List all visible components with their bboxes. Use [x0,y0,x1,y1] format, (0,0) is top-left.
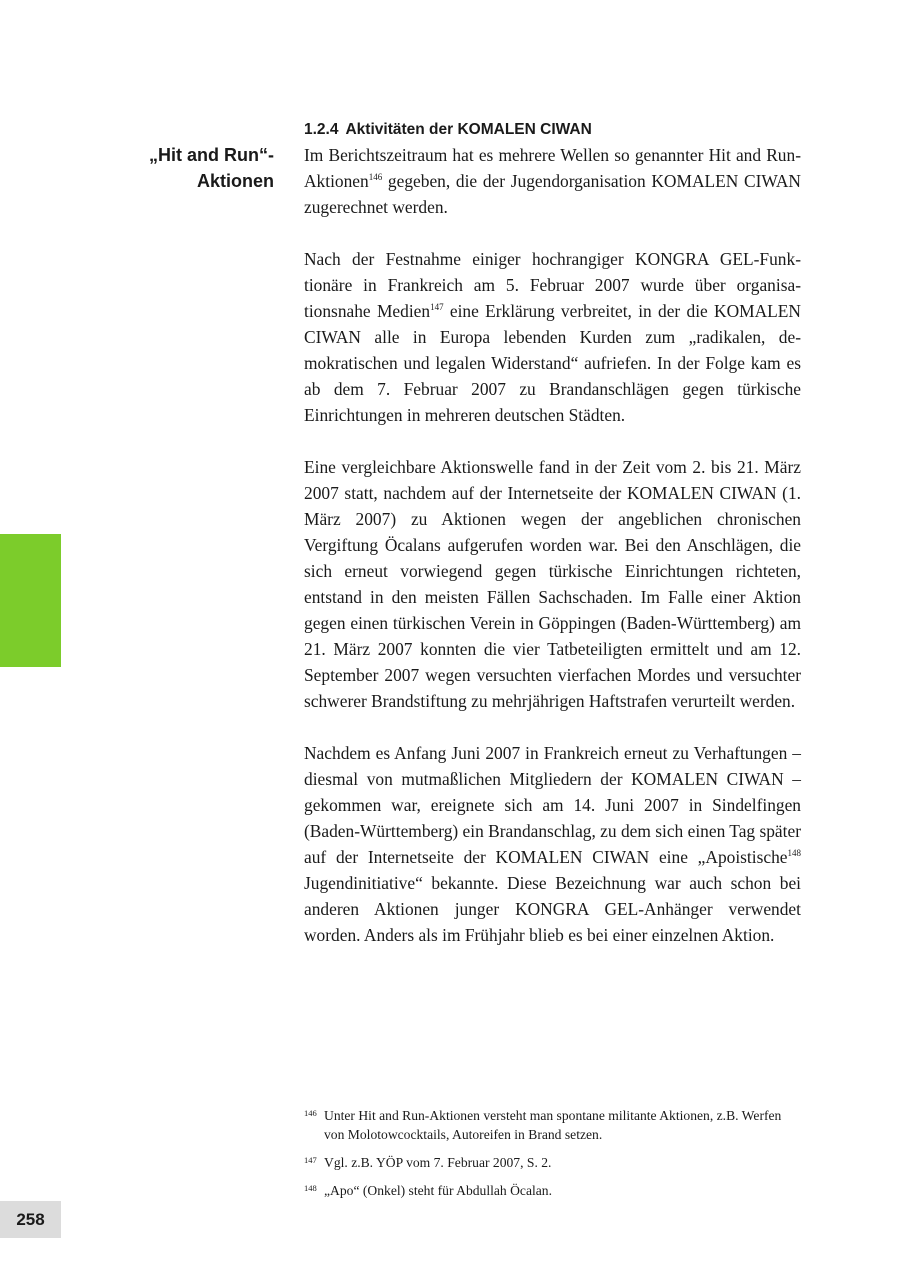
footnote-ref-146[interactable]: 146 [368,172,383,183]
chapter-side-tab [0,534,61,667]
footnote-148 [304,1181,801,1200]
paragraph-2 [304,246,801,428]
paragraph-1-text-b: gegeben, die der Jugendorganisation KOMALEN CIWAN zugerechnet werden. [304,171,801,217]
footnote-text: „Apo“ (Onkel) steht für Abdullah Öcalan. [324,1183,553,1198]
footnote-number: 146 [304,1108,317,1118]
paragraph-4-text-b: Jugendinitiative“ bekannte. Diese Bezeichnung war auch schon bei anderen Aktionen junger KONGRA GEL-Anhänger verwendet worden. Anders als im Frühjahr blieb es bei einer einzelnen Aktion. [304,873,801,945]
paragraph-1 [304,142,801,220]
margin-note-line-1: „Hit and Run“- [149,145,274,165]
footnote-number: 147 [304,1155,317,1165]
footnote-146 [304,1106,801,1144]
section-number: 1.2.4 [304,121,339,138]
margin-note-line-2: Aktionen [196,171,274,191]
paragraph-2-text-a: Nach der Festnahme einiger hochrangiger KONGRA GEL-Funktionäre in Frankreich am 5. Februar 2007 wurde über organisationsnahe Medien [304,249,801,321]
footnotes [304,1106,801,1209]
paragraph-4 [304,740,801,948]
paragraph-3: Eine vergleichbare Aktionswelle fand in der Zeit vom 2. bis 21. März 2007 statt, nachdem auf der Internetseite der KOMALEN CIWAN (1. März 2007) zu Aktionen wegen der angeblichen chronischen Vergiftung Öcalans aufgerufen worden war. Bei den Anschlägen, die sich erneut vorwiegend gegen türkische Einrichtungen richteten, entstand in den meisten Fällen Sachschaden. Im Falle einer Aktion gegen einen türkischen Verein in Göppingen (Baden-Württemberg) am 21. März 2007 konnten die vier Tatbeteiligten ermittelt und am 12. September 2007 wegen versuchten vierfachen Mordes und versuchter schwerer Brandstiftung zu mehrjährigen Haftstrafen verurteilt werden. [304,457,801,711]
paragraph-1-text-a: Im Berichtszeitraum hat es mehrere Wellen so genannter Hit and Run-Aktionen [304,145,801,191]
footnote-147 [304,1153,801,1172]
footnote-number: 148 [304,1183,317,1193]
paragraph-4-text-a: Nachdem es Anfang Juni 2007 in Frankreich erneut zu Verhaftungen – diesmal von mutmaßlichen Mitgliedern der KOMALEN CIWAN – gekommen war, ereignete sich am 14. Juni 2007 in Sindelfingen (Baden-Württemberg) ein Brandanschlag, zu dem sich einen Tag später auf der Internetseite der KOMALEN CIWAN eine „Apoistische [304,743,801,867]
margin-note [100,142,274,194]
footnote-text: Unter Hit and Run-Aktionen versteht man spontane militante Aktionen, z.B. Werfen von Molotowcocktails, Autoreifen in Brand setzen. [324,1108,782,1142]
paragraph-2-text-b: eine Erklärung verbreitet, in der die KOMALEN CIWAN alle in Europa lebenden Kurden zum „radikalen, demokratischen und legalen Widerstand“ aufriefen. In der Folge kam es ab dem 7. Februar 2007 zu Brandanschlägen gegen türkische Einrichtungen in mehreren deutschen Städten. [304,301,801,425]
main-content [304,118,801,974]
section-title: Aktivitäten der KOMALEN CIWAN [345,121,592,138]
footnote-ref-148[interactable]: 148 [787,848,801,859]
footnote-text: Vgl. z.B. YÖP vom 7. Februar 2007, S. 2. [324,1155,552,1170]
page-number: 258 [0,1201,61,1238]
footnote-ref-147[interactable]: 147 [430,302,444,313]
section-heading [304,118,801,142]
